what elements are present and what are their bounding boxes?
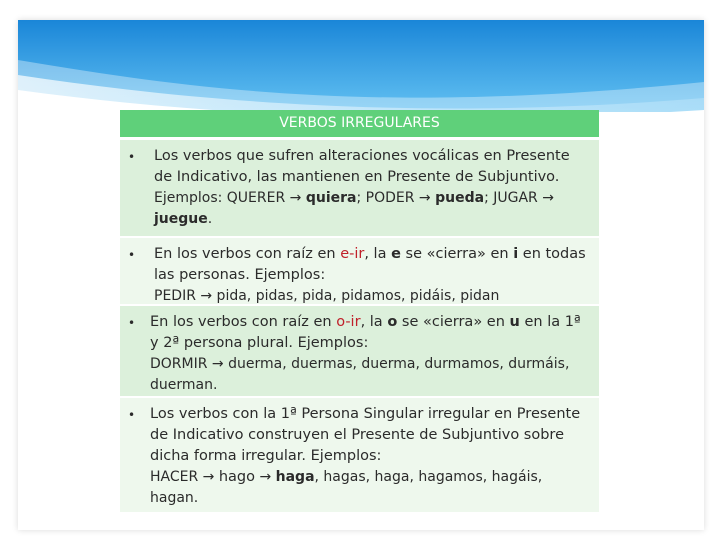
example-word: haga	[275, 469, 315, 485]
table-row	[120, 304, 599, 396]
row-text-main: , la	[360, 314, 388, 330]
vowel: i	[513, 246, 519, 262]
example-end: , hagas, haga, hagamos, hagáis, hagan.	[150, 469, 543, 506]
wave-banner-graphic	[18, 20, 704, 112]
row-text	[120, 306, 599, 400]
row-text-main: En los verbos con raíz en	[150, 314, 337, 330]
example-sep: →	[255, 469, 276, 485]
row-text-main: en la 1ª y 2ª persona plural. Ejemplos:	[150, 314, 581, 351]
verb-root: o-ir	[336, 314, 361, 330]
bullet: •	[128, 316, 136, 330]
row-text-main: En los verbos con raíz en	[154, 246, 341, 262]
row-text-main: en todas las personas. Ejemplos:	[154, 246, 586, 283]
table-row	[120, 236, 599, 304]
row-text-main: Los verbos con la 1ª Persona Singular irregular en Presente de Indicativo construyen el Presente de Subjuntivo sobre dicha forma irregular. Ejemplos:	[150, 406, 581, 464]
vowel: o	[387, 314, 398, 330]
bullet: •	[128, 248, 136, 262]
row-text-main: se «cierra» en	[397, 314, 510, 330]
example-word: quiera	[305, 190, 357, 206]
header-banner	[18, 20, 704, 112]
table-header-title: VERBOS IRREGULARES	[279, 115, 440, 131]
bullet: •	[128, 150, 136, 164]
example-sep: ; JUGAR →	[484, 190, 554, 206]
row-text	[120, 238, 599, 311]
vowel: e	[391, 246, 401, 262]
example-word: pueda	[435, 190, 485, 206]
row-example: DORMIR → duerma, duermas, duerma, durmamos, durmáis, duerman.	[150, 356, 570, 393]
bullet: •	[128, 408, 136, 422]
table-row	[120, 138, 599, 236]
verb-root: e-ir	[340, 246, 365, 262]
row-text	[120, 140, 599, 234]
row-example	[150, 467, 591, 509]
example-prefix: Ejemplos: QUERER →	[154, 190, 306, 206]
example-word: juegue	[154, 211, 208, 227]
irregular-verbs-table	[120, 110, 599, 512]
row-text-main: , la	[364, 246, 392, 262]
row-text-main: se «cierra» en	[400, 246, 514, 262]
row-text-main: Los verbos que sufren alteraciones vocálicas en Presente de Indicativo, las mantienen en Presente de Subjuntivo.	[154, 148, 570, 185]
row-text	[120, 398, 599, 513]
row-example	[154, 190, 554, 227]
table-header	[120, 110, 599, 138]
row-example: PEDIR → pida, pidas, pida, pidamos, pidáis, pidan	[154, 288, 500, 304]
example-word: hago	[218, 469, 255, 485]
example-end: .	[207, 211, 213, 227]
vowel: u	[509, 314, 520, 330]
example-sep: ; PODER →	[356, 190, 436, 206]
table-row	[120, 396, 599, 512]
example-prefix: HACER →	[150, 469, 219, 485]
